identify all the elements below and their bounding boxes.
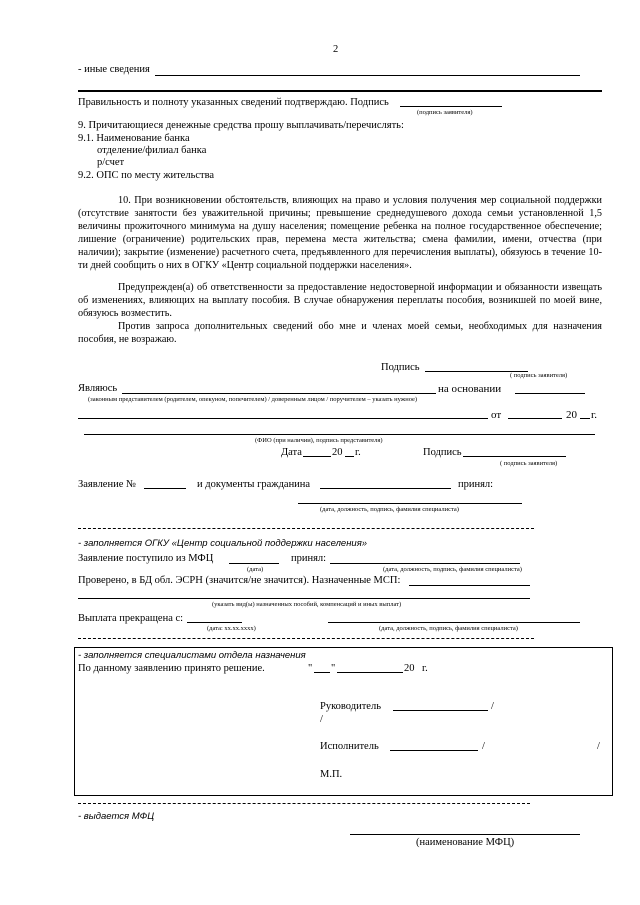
cut-line-3 [78, 803, 530, 804]
mfc-caption: (наименование МФЦ) [416, 837, 515, 848]
cspn-date-caption: (дата) [247, 566, 264, 573]
dept-head-slash-2: / [320, 714, 323, 725]
dept-decision: По данному заявлению принято решение. [78, 663, 265, 674]
cut-line [78, 528, 534, 529]
cspn-stopped-date-caption: (дата: хх.хх.хххх) [207, 625, 256, 632]
dept-executor-slash-2: / [597, 741, 600, 752]
cspn-types-caption: (указать вид(ы) назначенных пособий, компенсаций и иных выплат) [212, 601, 402, 608]
representative-caption: (законным представителем (родителем, опекуном, попечителем) / доверенным лицом / поручителем – указать нужное) [88, 396, 418, 403]
cspn-received-mfc: Заявление поступило из МФЦ [78, 553, 214, 564]
cspn-checked: Проверено, в БД обл. ЭСРН (значится/не значится). Назначенные МСП: [78, 575, 401, 586]
signature-label: Подпись [381, 362, 420, 373]
application-spec-line [298, 503, 522, 504]
cspn-stopped-spec-line [328, 622, 580, 623]
representative-date-line [508, 418, 562, 419]
cspn-types-line [78, 598, 530, 599]
section9-bank: 9.1. Наименование банка [78, 133, 190, 144]
dept-title: - заполняется специалистами отдела назначения [78, 650, 306, 661]
mfc-title: - выдается МФЦ [78, 811, 155, 822]
cspn-spec-caption: (дата, должность, подпись, фамилия специалиста) [383, 566, 522, 573]
section9-title: 9. Причитающиеся денежные средства прошу выплачивать/перечислять: [78, 120, 404, 131]
mfc-name-line [350, 834, 580, 835]
representative-from-label: от [491, 409, 502, 421]
confirm-signature-line [400, 106, 502, 107]
dept-year: 20 [404, 663, 415, 674]
dept-quote-open: " [308, 663, 313, 674]
application-number-line [144, 488, 186, 489]
representative-year-line [580, 418, 590, 419]
cspn-stopped-spec-caption: (дата, должность, подпись, фамилия специалиста) [379, 625, 518, 632]
representative-sign-caption: ( подпись заявителя) [500, 460, 558, 467]
date-year: 20 [332, 447, 343, 458]
application-number-label: Заявление № [78, 479, 137, 490]
dept-executor-line [390, 750, 478, 751]
date-year-line [345, 456, 354, 457]
representative-year: 20 [566, 409, 577, 421]
section9-account: р/счет [97, 157, 125, 168]
representative-doc-line [78, 418, 488, 419]
representative-basis-label: на основании [438, 383, 502, 395]
dept-year-suffix: г. [422, 663, 428, 674]
dept-executor-slash: / [482, 741, 485, 752]
dept-head-line [393, 710, 488, 711]
section9-branch: отделение/филиал банка [97, 145, 207, 156]
page-number: 2 [333, 44, 339, 55]
section10-paragraph-3: Против запроса дополнительных сведений обо мне и членах моей семьи, необходимых для назначения пособия, не возражаю. [78, 321, 602, 346]
application-docs-label: и документы гражданина [197, 479, 311, 490]
dept-head-slash: / [491, 701, 494, 712]
representative-being-label: Являюсь [78, 383, 118, 394]
section10-paragraph-2: Предупрежден(а) об ответственности за предоставление недостоверной информации и обязанности извещать об изменениях, влияющих на выплату пособия. В случае обнаружения переплаты пособия, возникшей по моей вине, обязуюсь возместить. [78, 282, 602, 320]
cspn-checked-line [409, 585, 530, 586]
cspn-received-date-line [229, 563, 279, 564]
section9-ops: 9.2. ОПС по месту жительства [78, 170, 215, 181]
date-year-suffix: г. [355, 447, 361, 458]
application-caption: (дата, должность, подпись, фамилия специалиста) [320, 506, 459, 513]
dept-day-line [314, 672, 330, 673]
confirm-caption: (подпись заявителя) [417, 109, 473, 116]
date-label: Дата [281, 447, 302, 458]
representative-basis-line [515, 393, 585, 394]
signature-caption: ( подпись заявителя) [510, 372, 568, 379]
confirm-text: Правильность и полноту указанных сведений подтверждаю. Подпись [78, 97, 389, 108]
dept-head-label: Руководитель [320, 701, 381, 712]
other-info-label: - иные сведения [78, 64, 150, 75]
application-citizen-line [320, 488, 451, 489]
cspn-stopped: Выплата прекращена с: [78, 613, 184, 624]
other-info-line [155, 75, 580, 76]
cspn-title: - заполняется ОГКУ «Центр социальной поддержки населения» [78, 538, 368, 549]
date-line [303, 456, 331, 457]
application-accepted-label: принял: [458, 479, 494, 490]
cspn-received-spec-line [330, 563, 520, 564]
cspn-stopped-date-line [187, 622, 242, 623]
representative-sign-line [463, 456, 566, 457]
dept-executor-label: Исполнитель [320, 741, 379, 752]
dept-quote-close: " [331, 663, 336, 674]
cspn-received-by: принял: [291, 553, 327, 564]
separator-line [78, 90, 602, 92]
cut-line-2 [78, 638, 534, 639]
representative-role-line [122, 393, 436, 394]
representative-fio-caption: (ФИО (при наличии), подпись представителя) [255, 437, 383, 444]
dept-stamp: М.П. [320, 769, 343, 780]
representative-sign-label: Подпись [423, 447, 462, 458]
section10-paragraph-1: 10. При возникновении обстоятельств, влияющих на право и условия получения мер социальной поддержки (отсутствие занятости без уважительной причины; превышение среднедушевого дохода семьи установленной 1,5 величины прожиточного минимума на душу населения; помещение ребенка на полное государственное обеспечение; лишение (ограничение) родительских прав, перемена места жительства; смена фамилии, имени, отчества (при наличии); закрытие (изменение) расчетного счета, предъявленного для перечисления выплаты), обязуюсь в течение 10-ти дней сообщить о них в ОГКУ «Центр социальной поддержки населения». [78, 195, 602, 272]
representative-fio-line [84, 434, 595, 435]
dept-month-line [337, 672, 403, 673]
representative-year-suffix: г. [591, 409, 598, 421]
